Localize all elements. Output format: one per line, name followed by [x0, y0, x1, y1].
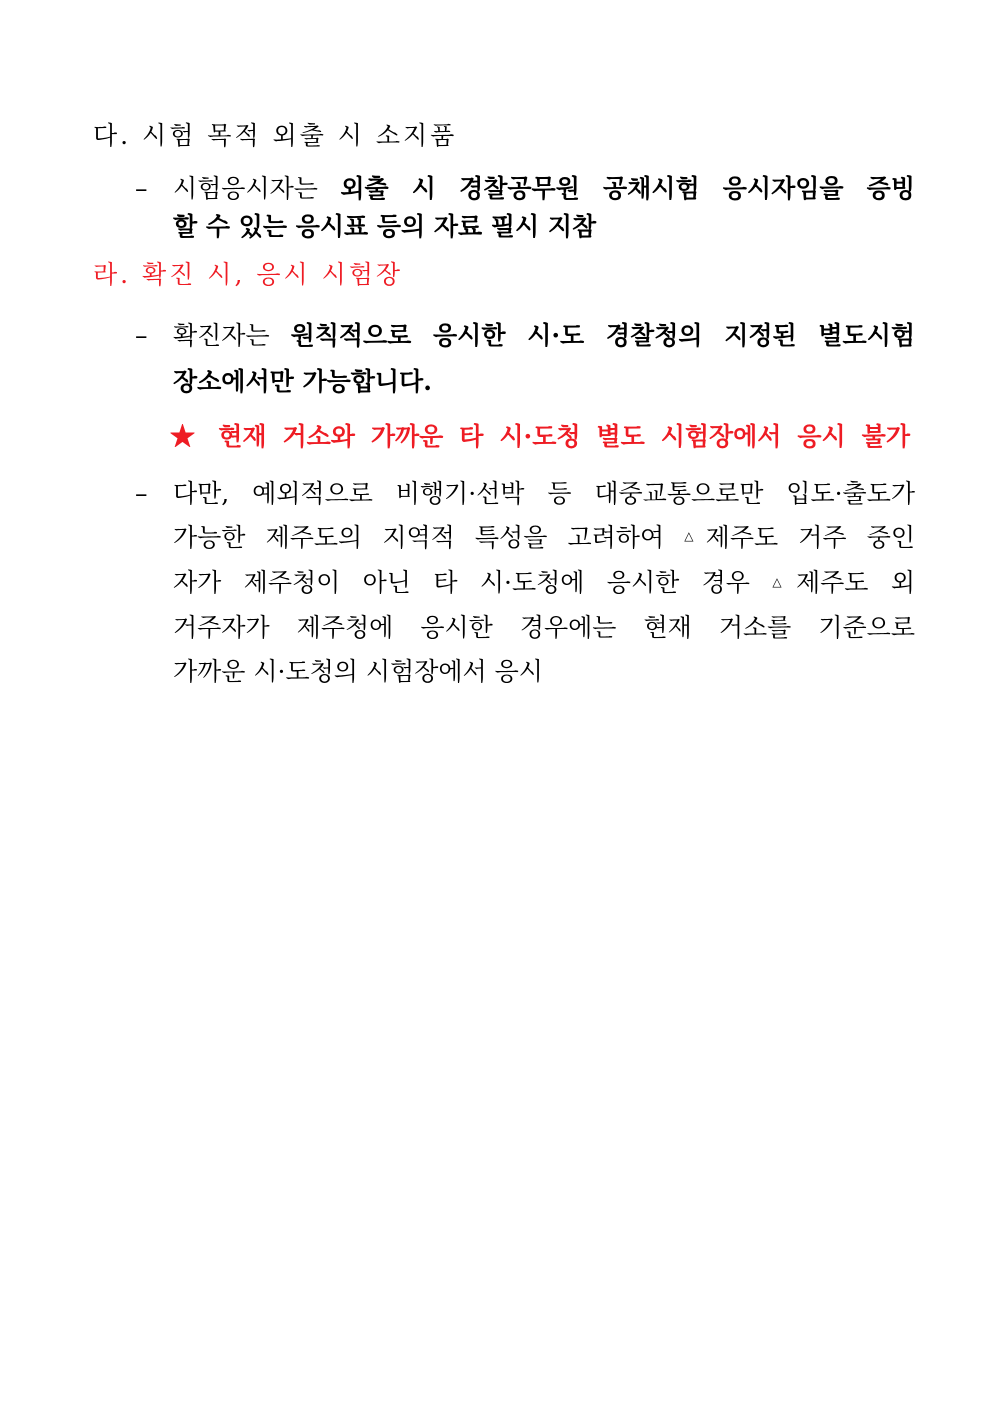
- bullet-dash: –: [135, 479, 148, 508]
- bullet-ra-2-line-3-a: 자가 제주청이 아닌 타 시·도청에 응시한 경우: [173, 567, 750, 597]
- bullet-dash: –: [135, 321, 148, 350]
- bullet-ra-1-line-1: [173, 313, 915, 359]
- bullet-da-line-1-bold: 외출 시 경찰공무원 공채시험 응시자임을 증빙: [340, 174, 915, 203]
- triangle-bullet-icon: △: [684, 529, 706, 544]
- bullet-ra-1-line-1-normal: 확진자는: [173, 321, 291, 350]
- section-heading-ra: 라. 확진 시, 응시 시험장: [93, 260, 404, 289]
- bullet-ra-2-line-3-b: 제주도 외: [796, 567, 915, 597]
- bullet-ra-2-line-4: 거주자가 제주청에 응시한 경우에는 현재 거소를 기준으로: [173, 613, 915, 642]
- bullet-da-line-1-normal: 시험응시자는: [173, 174, 341, 203]
- triangle-bullet-icon: △: [772, 574, 796, 589]
- bullet-ra-confirmed: [135, 313, 915, 405]
- bullet-ra-2-line-2-a: 가능한 제주도의 지역적 특성을 고려하여: [173, 522, 665, 552]
- section-heading-da: 다. 시험 목적 외출 시 소지품: [93, 121, 458, 150]
- bullet-ra-1-line-1-bold: 원칙적으로 응시한 시·도 경찰청의 지정된 별도시험: [290, 321, 915, 350]
- bullet-dash: –: [135, 174, 148, 203]
- bullet-ra-2-line-2-b: 제주도 거주 중인: [705, 522, 915, 552]
- star-notice: [170, 417, 910, 453]
- bullet-ra-exception: [135, 472, 915, 693]
- bullet-ra-2-line-5: 가까운 시·도청의 시험장에서 응시: [173, 656, 543, 686]
- bullet-ra-2-line-1: 다만, 예외적으로 비행기·선박 등 대중교통으로만 입도·출도가: [173, 479, 915, 508]
- bullet-ra-1-line-2: 장소에서만 가능합니다.: [173, 367, 432, 396]
- bullet-da-line-1: [173, 170, 915, 208]
- bullet-da-line-2: 할 수 있는 응시표 등의 자료 필시 지참: [173, 212, 597, 241]
- bullet-ra-2-line-3: [173, 561, 915, 606]
- bullet-da-carry-items: [135, 170, 915, 246]
- bullet-ra-2-line-2: [173, 516, 915, 561]
- star-icon: ★: [170, 422, 203, 451]
- star-notice-text: 현재 거소와 가까운 타 시·도청 별도 시험장에서 응시 불가: [218, 422, 910, 451]
